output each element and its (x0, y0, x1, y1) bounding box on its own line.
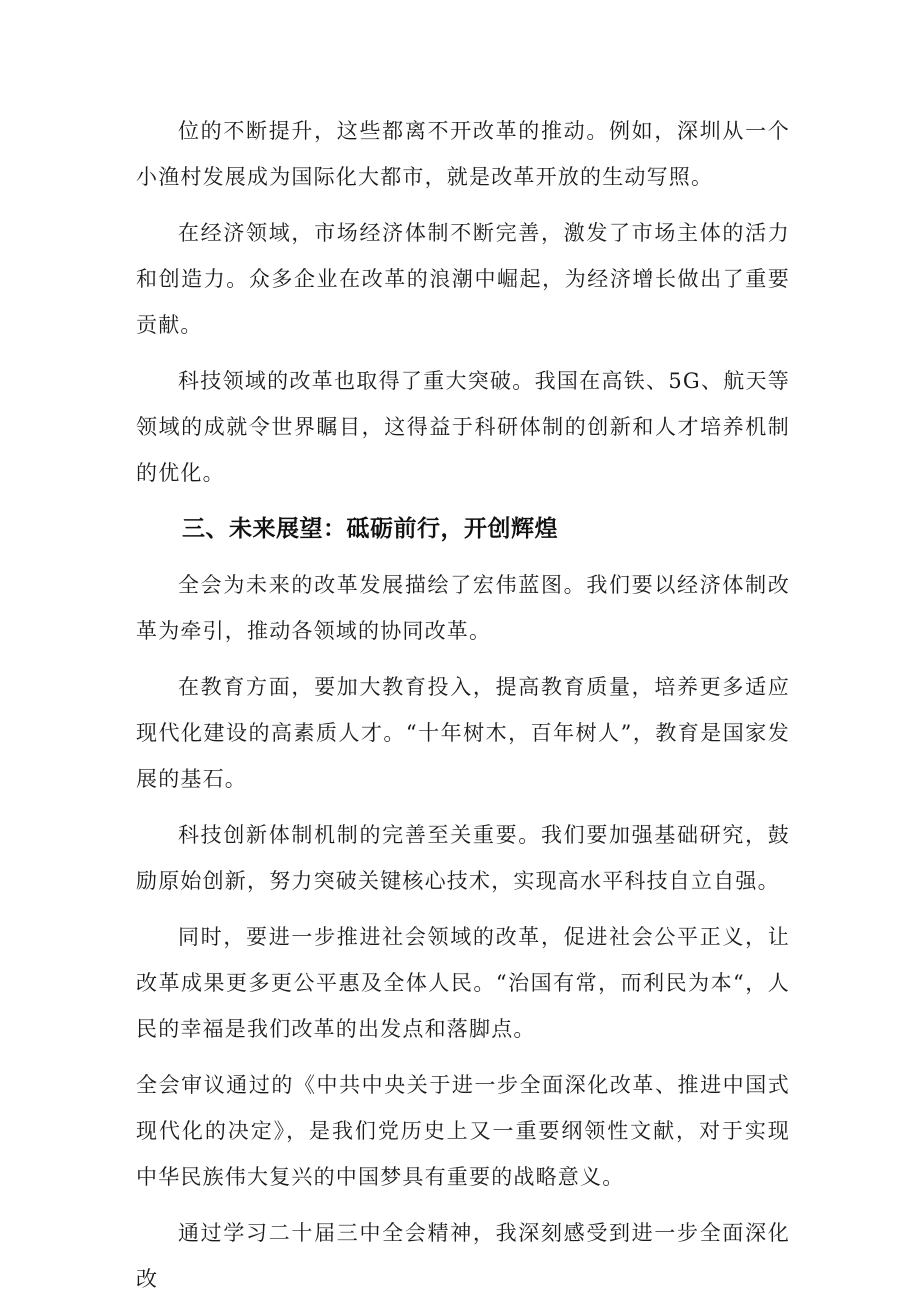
section-heading: 三、未来展望：砥砺前行，开创辉煌 (182, 516, 558, 542)
paragraph-6: 科技创新体制机制的完善至关重要。我们要加强基础研究，鼓励原始创新，努力突破关键核心技术，实现高水平科技自立自强。 (136, 823, 790, 893)
paragraph-1: 位的不断提升，这些都离不开改革的推动。例如，深圳从一个小渔村发展成为国际化大都市，就是改革开放的生动写照。 (136, 119, 790, 189)
paragraph-4: 全会为未来的改革发展描绘了宏伟蓝图。我们要以经济体制改革为牵引，推动各领域的协同改革。 (136, 573, 790, 643)
document-body (136, 108, 790, 1312)
paragraph-8: 全会审议通过的《中共中央关于进一步全面深化改革、推进中国式现代化的决定》，是我们党历史上又一重要纲领性文献，对于实现中华民族伟大复兴的中国梦具有重要的战略意义。 (136, 1073, 790, 1189)
paragraph-5: 在教育方面，要加大教育投入，提高教育质量，培养更多适应现代化建设的高素质人才。“十年树木，百年树人”，教育是国家发展的基石。 (136, 675, 790, 791)
paragraph-3: 科技领域的改革也取得了重大突破。我国在高铁、5G、航天等领域的成就令世界瞩目，这得益于科研体制的创新和人才培养机制的优化。 (136, 369, 790, 485)
paragraph-2: 在经济领域，市场经济体制不断完善，激发了市场主体的活力和创造力。众多企业在改革的浪潮中崛起，为经济增长做出了重要贡献。 (136, 221, 790, 337)
paragraph-7: 同时，要进一步推进社会领域的改革，促进社会公平正义，让改革成果更多更公平惠及全体人民。“治国有常，而利民为本“，人民的幸福是我们改革的出发点和落脚点。 (136, 925, 790, 1041)
paragraph-9: 通过学习二十届三中全会精神，我深刻感受到进一步全面深化改 (136, 1221, 790, 1291)
